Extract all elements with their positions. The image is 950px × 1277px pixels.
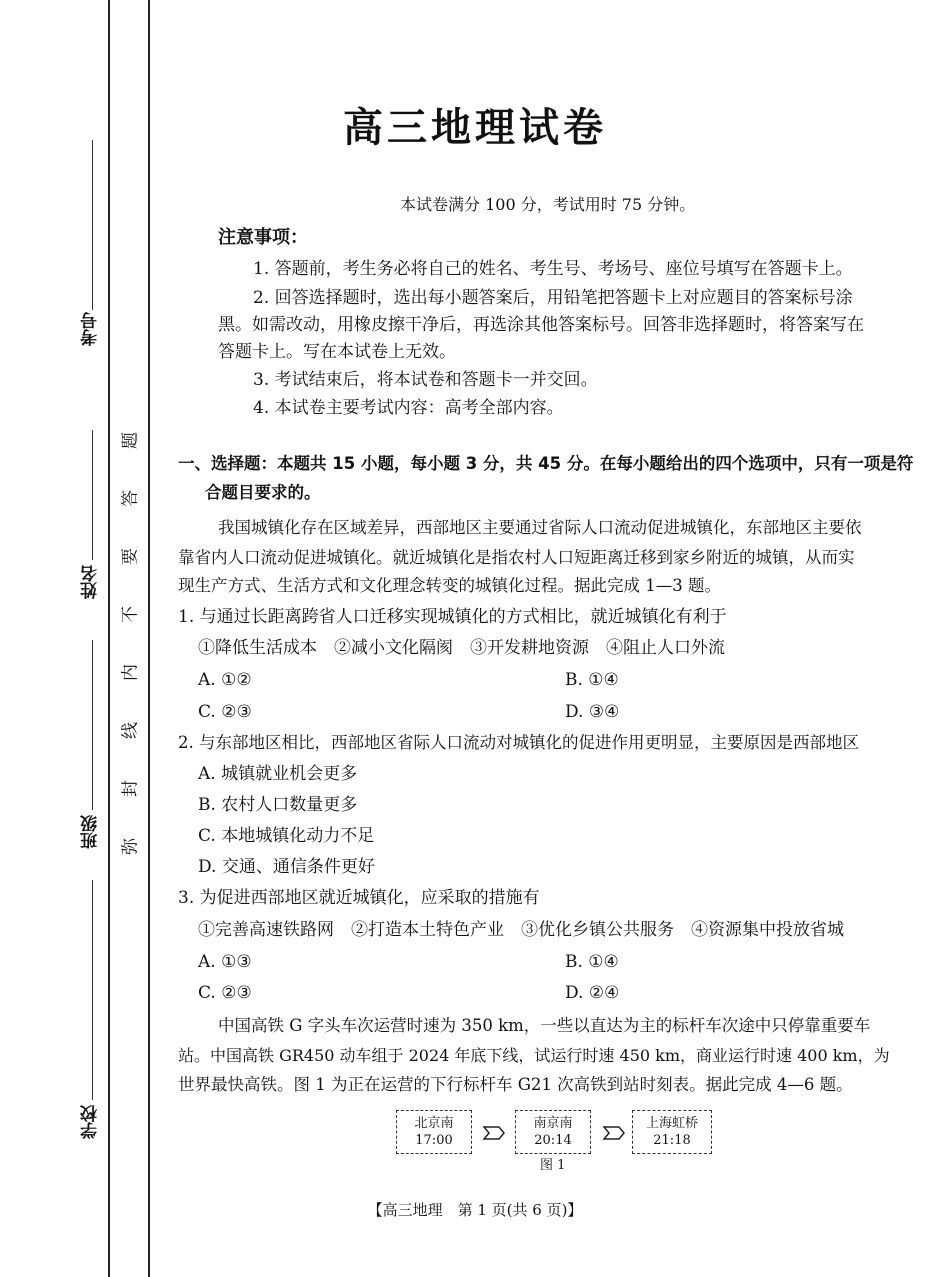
- figure-caption: 图 1: [540, 1158, 566, 1173]
- name-field[interactable]: [92, 430, 93, 560]
- station-name: 南京南: [533, 1116, 573, 1131]
- passage-line: 站。中国高铁 GR450 动车组于 2024 年底下线，试运行时速 450 km，商业运行时速 400 km，为: [178, 1046, 890, 1065]
- seal-char: 题: [120, 432, 141, 449]
- notice-item: 3. 考试结束后，将本试卷和答题卡一并交回。: [253, 370, 598, 390]
- station-time: 21:18: [653, 1133, 691, 1148]
- exam-no-field[interactable]: [92, 140, 93, 310]
- question-stem: 1. 与通过长距离跨省人口迁移实现城镇化的方式相比，就近城镇化有利于: [178, 607, 727, 627]
- option-b[interactable]: B. ①④: [565, 670, 619, 690]
- page-title: 高三地理试卷: [343, 105, 607, 151]
- margin-line-left: [108, 0, 110, 1277]
- exam-info: 本试卷满分 100 分，考试用时 75 分钟。: [400, 195, 696, 214]
- option-a[interactable]: A. ①②: [198, 670, 252, 690]
- seal-char: 不: [120, 606, 141, 623]
- passage-line: 中国高铁 G 字头车次运营时速为 350 km，一些以直达为主的标杆车次途中只停靠重要车: [218, 1016, 871, 1035]
- question-stem: 3. 为促进西部地区就近城镇化，应采取的措施有: [178, 888, 540, 908]
- seal-char: 弥: [120, 838, 141, 855]
- option-c[interactable]: C. ②③: [198, 983, 252, 1003]
- passage-line: 靠省内人口流动促进城镇化。就近城镇化是指农村人口短距离迁移到家乡附近的城镇，从而实: [178, 548, 855, 567]
- question-stem: 2. 与东部地区相比，西部地区省际人口流动对城镇化的促进作用更明显，主要原因是西部地区: [178, 733, 859, 752]
- page-footer: 【高三地理 第 1 页(共 6 页)】: [367, 1201, 583, 1219]
- seal-char: 要: [120, 548, 141, 565]
- notice-item: 2. 回答选择题时，选出每小题答案后，用铅笔把答题卡上对应题目的答案标号涂: [253, 288, 853, 308]
- seal-char: 线: [120, 722, 141, 739]
- arrow-icon: [483, 1126, 505, 1140]
- notice-heading: 注意事项：: [218, 227, 308, 248]
- station-time: 20:14: [534, 1133, 572, 1148]
- option-d[interactable]: D. ③④: [565, 702, 620, 722]
- seal-char: 答: [120, 490, 141, 507]
- notice-item: 黑。如需改动，用橡皮擦干净后，再选涂其他答案标号。回答非选择题时，将答案写在: [218, 315, 864, 335]
- school-label: 学校: [81, 1105, 101, 1139]
- station-box: [632, 1110, 712, 1154]
- section-heading: 合题目要求的。: [205, 483, 321, 502]
- name-label: 姓名: [81, 565, 101, 599]
- option-c[interactable]: C. ②③: [198, 702, 252, 722]
- question-items: ①完善高速铁路网 ②打造本土特色产业 ③优化乡镇公共服务 ④资源集中投放省城: [198, 920, 844, 940]
- station-box: [515, 1110, 591, 1154]
- option-c[interactable]: C. 本地城镇化动力不足: [198, 826, 375, 846]
- question-items: ①降低生活成本 ②减小文化隔阂 ③开发耕地资源 ④阻止人口外流: [198, 638, 725, 658]
- option-a[interactable]: A. ①③: [198, 952, 252, 972]
- option-b[interactable]: B. ①④: [565, 952, 619, 972]
- margin-line-right: [148, 0, 150, 1277]
- option-d[interactable]: D. 交通、通信条件更好: [198, 857, 375, 877]
- school-field[interactable]: [92, 880, 93, 1100]
- notice-item: 4. 本试卷主要考试内容：高考全部内容。: [253, 398, 564, 418]
- seal-char: 内: [120, 664, 141, 681]
- option-d[interactable]: D. ②④: [565, 983, 620, 1003]
- exam-no-label: 考号: [81, 312, 101, 346]
- seal-char: 封: [120, 780, 141, 797]
- option-a[interactable]: A. 城镇就业机会更多: [198, 764, 358, 784]
- passage-line: 我国城镇化存在区域差异，西部地区主要通过省际人口流动促进城镇化，东部地区主要依: [218, 518, 862, 537]
- class-label: 班级: [81, 815, 101, 849]
- notice-item: 答题卡上。写在本试卷上无效。: [218, 342, 456, 362]
- passage-line: 世界最快高铁。图 1 为正在运营的下行标杆车 G21 次高铁到站时刻表。据此完成 4—6 题。: [178, 1075, 853, 1094]
- station-name: 上海虹桥: [645, 1116, 698, 1131]
- notice-item: 1. 答题前，考生务必将自己的姓名、考生号、考场号、座位号填写在答题卡上。: [253, 259, 853, 279]
- option-b[interactable]: B. 农村人口数量更多: [198, 795, 358, 815]
- arrow-icon: [603, 1126, 625, 1140]
- class-field[interactable]: [92, 640, 93, 810]
- passage-line: 现生产方式、生活方式和文化理念转变的城镇化过程。据此完成 1—3 题。: [178, 576, 721, 595]
- station-name: 北京南: [414, 1116, 454, 1131]
- station-time: 17:00: [415, 1133, 453, 1148]
- section-heading: 一、选择题：本题共 15 小题，每小题 3 分，共 45 分。在每小题给出的四个选项中，只有一项是符: [178, 454, 914, 473]
- station-box: [396, 1110, 472, 1154]
